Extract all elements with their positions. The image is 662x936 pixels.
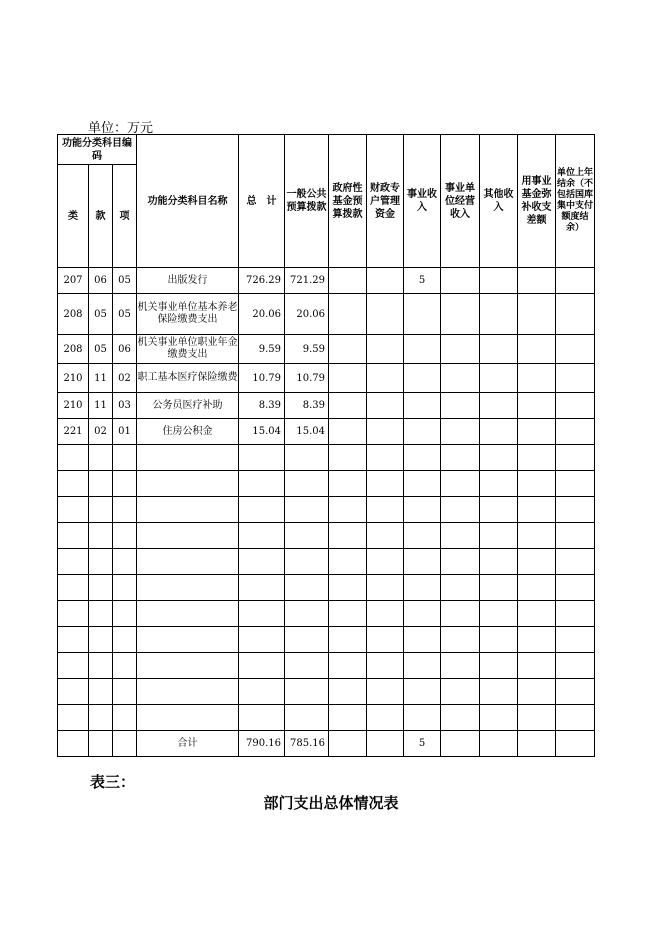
empty-cell bbox=[441, 679, 480, 705]
cell-lei: 207 bbox=[58, 268, 89, 294]
total-general: 785.16 bbox=[285, 731, 329, 757]
cell-other bbox=[480, 364, 518, 393]
empty-cell bbox=[285, 497, 329, 523]
empty-cell bbox=[113, 601, 137, 627]
cell-other bbox=[480, 335, 518, 364]
cell-fiscal bbox=[367, 335, 404, 364]
header-xiang: 项 bbox=[113, 165, 137, 268]
empty-cell bbox=[329, 575, 367, 601]
empty-cell bbox=[556, 601, 595, 627]
empty-cell bbox=[113, 627, 137, 653]
empty-cell bbox=[518, 601, 556, 627]
empty-cell bbox=[518, 575, 556, 601]
cell-other bbox=[480, 419, 518, 445]
empty-cell bbox=[480, 679, 518, 705]
empty-cell bbox=[113, 575, 137, 601]
empty-cell bbox=[113, 471, 137, 497]
cell-fiscal bbox=[367, 294, 404, 335]
empty-cell bbox=[367, 679, 404, 705]
empty-cell bbox=[58, 679, 89, 705]
cell-general: 15.04 bbox=[285, 419, 329, 445]
empty-row bbox=[58, 705, 595, 731]
empty-cell bbox=[89, 705, 113, 731]
empty-cell bbox=[239, 679, 285, 705]
empty-cell bbox=[285, 679, 329, 705]
empty-cell bbox=[518, 653, 556, 679]
empty-cell bbox=[367, 575, 404, 601]
header-carryover: 单位上年结余（不包括国库集中支付额度结余） bbox=[556, 135, 595, 268]
cell-fiscal bbox=[367, 268, 404, 294]
empty-cell bbox=[285, 601, 329, 627]
empty-cell bbox=[58, 523, 89, 549]
cell-xiang: 06 bbox=[113, 335, 137, 364]
empty-cell bbox=[480, 471, 518, 497]
total-row bbox=[58, 731, 595, 757]
empty-cell bbox=[89, 601, 113, 627]
empty-cell bbox=[285, 471, 329, 497]
empty-row bbox=[58, 679, 595, 705]
empty-cell bbox=[518, 445, 556, 471]
empty-cell bbox=[137, 471, 239, 497]
empty-row bbox=[58, 471, 595, 497]
cell-fiscal bbox=[367, 393, 404, 419]
empty-cell bbox=[404, 497, 441, 523]
empty-cell bbox=[89, 575, 113, 601]
empty-cell bbox=[137, 705, 239, 731]
empty-cell bbox=[518, 705, 556, 731]
cell-general: 8.39 bbox=[285, 393, 329, 419]
empty-cell bbox=[480, 575, 518, 601]
cell-fund bbox=[518, 294, 556, 335]
cell-operating bbox=[441, 419, 480, 445]
empty-cell bbox=[239, 471, 285, 497]
empty-cell bbox=[441, 523, 480, 549]
cell-operating bbox=[441, 393, 480, 419]
empty-cell bbox=[367, 601, 404, 627]
header-lei: 类 bbox=[58, 165, 89, 268]
empty-cell bbox=[329, 627, 367, 653]
cell-general: 721.29 bbox=[285, 268, 329, 294]
empty-cell bbox=[367, 731, 404, 757]
cell-fiscal bbox=[367, 364, 404, 393]
cell-operating bbox=[441, 335, 480, 364]
cell-other bbox=[480, 294, 518, 335]
empty-cell bbox=[239, 497, 285, 523]
empty-cell bbox=[113, 497, 137, 523]
empty-cell bbox=[367, 523, 404, 549]
empty-cell bbox=[137, 601, 239, 627]
empty-cell bbox=[113, 445, 137, 471]
empty-cell bbox=[480, 601, 518, 627]
empty-row bbox=[58, 523, 595, 549]
empty-cell bbox=[137, 627, 239, 653]
empty-cell bbox=[285, 627, 329, 653]
empty-cell bbox=[58, 497, 89, 523]
cell-gov_fund bbox=[329, 335, 367, 364]
empty-cell bbox=[367, 497, 404, 523]
empty-cell bbox=[239, 627, 285, 653]
header-operating-income: 事业单位经营收入 bbox=[441, 135, 480, 268]
cell-name: 机关事业单位职业年金缴费支出 bbox=[137, 335, 239, 364]
cell-name: 公务员医疗补助 bbox=[137, 393, 239, 419]
empty-cell bbox=[329, 523, 367, 549]
empty-cell bbox=[480, 497, 518, 523]
cell-name: 职工基本医疗保险缴费 bbox=[137, 364, 239, 393]
empty-cell bbox=[89, 471, 113, 497]
empty-cell bbox=[58, 445, 89, 471]
empty-cell bbox=[518, 627, 556, 653]
empty-cell bbox=[329, 471, 367, 497]
empty-cell bbox=[329, 497, 367, 523]
cell-lei: 208 bbox=[58, 335, 89, 364]
empty-cell bbox=[404, 523, 441, 549]
empty-cell bbox=[556, 679, 595, 705]
empty-cell bbox=[137, 445, 239, 471]
empty-row bbox=[58, 445, 595, 471]
cell-kuan: 05 bbox=[89, 335, 113, 364]
empty-cell bbox=[239, 575, 285, 601]
empty-cell bbox=[329, 601, 367, 627]
empty-cell bbox=[329, 705, 367, 731]
empty-cell bbox=[239, 653, 285, 679]
empty-cell bbox=[404, 653, 441, 679]
cell-total: 9.59 bbox=[239, 335, 285, 364]
cell-lei: 221 bbox=[58, 419, 89, 445]
table-row bbox=[58, 335, 595, 364]
cell-carry bbox=[556, 335, 595, 364]
cell-lei: 210 bbox=[58, 364, 89, 393]
total-name: 合计 bbox=[137, 731, 239, 757]
cell-gov_fund bbox=[329, 393, 367, 419]
cell-name: 出版发行 bbox=[137, 268, 239, 294]
table-row bbox=[58, 294, 595, 335]
empty-row bbox=[58, 627, 595, 653]
empty-cell bbox=[441, 471, 480, 497]
empty-cell bbox=[58, 575, 89, 601]
empty-cell bbox=[329, 653, 367, 679]
cell-xiang: 01 bbox=[113, 419, 137, 445]
empty-cell bbox=[441, 601, 480, 627]
cell-fiscal bbox=[367, 419, 404, 445]
cell-kuan: 11 bbox=[89, 364, 113, 393]
empty-cell bbox=[480, 653, 518, 679]
empty-cell bbox=[441, 705, 480, 731]
empty-cell bbox=[556, 549, 595, 575]
empty-cell bbox=[441, 731, 480, 757]
cell-carry bbox=[556, 294, 595, 335]
empty-cell bbox=[239, 549, 285, 575]
empty-cell bbox=[113, 679, 137, 705]
empty-cell bbox=[441, 627, 480, 653]
empty-cell bbox=[239, 523, 285, 549]
empty-cell bbox=[137, 523, 239, 549]
empty-cell bbox=[113, 653, 137, 679]
empty-cell bbox=[367, 705, 404, 731]
empty-row bbox=[58, 601, 595, 627]
empty-cell bbox=[285, 549, 329, 575]
empty-cell bbox=[137, 497, 239, 523]
unit-label: 单位：万元 bbox=[88, 121, 154, 136]
empty-cell bbox=[441, 549, 480, 575]
cell-business bbox=[404, 419, 441, 445]
empty-cell bbox=[285, 445, 329, 471]
cell-general: 20.06 bbox=[285, 294, 329, 335]
cell-business bbox=[404, 393, 441, 419]
cell-business: 5 bbox=[404, 268, 441, 294]
empty-cell bbox=[329, 549, 367, 575]
empty-cell bbox=[329, 731, 367, 757]
empty-cell bbox=[556, 523, 595, 549]
cell-fund bbox=[518, 364, 556, 393]
header-fund-makeup: 用事业基金弥补收支差额 bbox=[518, 135, 556, 268]
empty-cell bbox=[480, 523, 518, 549]
empty-cell bbox=[518, 549, 556, 575]
cell-carry bbox=[556, 393, 595, 419]
empty-cell bbox=[518, 731, 556, 757]
cell-name: 机关事业单位基本养老保险缴费支出 bbox=[137, 294, 239, 335]
empty-cell bbox=[113, 705, 137, 731]
cell-carry bbox=[556, 268, 595, 294]
empty-cell bbox=[367, 549, 404, 575]
empty-cell bbox=[441, 497, 480, 523]
cell-xiang: 05 bbox=[113, 294, 137, 335]
cell-general: 10.79 bbox=[285, 364, 329, 393]
cell-total: 726.29 bbox=[239, 268, 285, 294]
table-row bbox=[58, 393, 595, 419]
empty-cell bbox=[404, 705, 441, 731]
table3-title: 部门支出总体情况表 bbox=[263, 794, 399, 812]
cell-gov_fund bbox=[329, 294, 367, 335]
cell-total: 10.79 bbox=[239, 364, 285, 393]
cell-business bbox=[404, 364, 441, 393]
header-other-income: 其他收入 bbox=[480, 135, 518, 268]
empty-cell bbox=[441, 445, 480, 471]
empty-cell bbox=[480, 445, 518, 471]
cell-kuan: 02 bbox=[89, 419, 113, 445]
empty-cell bbox=[58, 601, 89, 627]
empty-cell bbox=[113, 523, 137, 549]
cell-other bbox=[480, 268, 518, 294]
header-func-code: 功能分类科目编码 bbox=[58, 135, 137, 165]
budget-table bbox=[57, 134, 595, 757]
empty-cell bbox=[58, 731, 89, 757]
empty-cell bbox=[367, 627, 404, 653]
empty-cell bbox=[285, 705, 329, 731]
empty-cell bbox=[58, 549, 89, 575]
cell-lei: 210 bbox=[58, 393, 89, 419]
header-func-name: 功能分类科目名称 bbox=[137, 135, 239, 268]
cell-operating bbox=[441, 294, 480, 335]
empty-row bbox=[58, 549, 595, 575]
cell-xiang: 03 bbox=[113, 393, 137, 419]
empty-cell bbox=[404, 445, 441, 471]
cell-kuan: 05 bbox=[89, 294, 113, 335]
empty-cell bbox=[518, 523, 556, 549]
cell-carry bbox=[556, 419, 595, 445]
empty-cell bbox=[367, 445, 404, 471]
header-general-budget: 一般公共预算拨款 bbox=[285, 135, 329, 268]
empty-cell bbox=[89, 497, 113, 523]
cell-total: 15.04 bbox=[239, 419, 285, 445]
cell-xiang: 05 bbox=[113, 268, 137, 294]
cell-gov_fund bbox=[329, 268, 367, 294]
empty-cell bbox=[404, 471, 441, 497]
empty-row bbox=[58, 497, 595, 523]
header-total: 总 计 bbox=[239, 135, 285, 268]
empty-cell bbox=[556, 627, 595, 653]
empty-cell bbox=[58, 705, 89, 731]
empty-cell bbox=[89, 679, 113, 705]
table-row bbox=[58, 268, 595, 294]
cell-lei: 208 bbox=[58, 294, 89, 335]
cell-carry bbox=[556, 364, 595, 393]
cell-business bbox=[404, 335, 441, 364]
empty-cell bbox=[89, 549, 113, 575]
empty-cell bbox=[137, 575, 239, 601]
empty-cell bbox=[89, 731, 113, 757]
empty-cell bbox=[480, 731, 518, 757]
cell-gov_fund bbox=[329, 419, 367, 445]
cell-kuan: 06 bbox=[89, 268, 113, 294]
header-fiscal-special: 财政专户管理资金 bbox=[367, 135, 404, 268]
cell-fund bbox=[518, 268, 556, 294]
empty-row bbox=[58, 575, 595, 601]
empty-cell bbox=[285, 523, 329, 549]
total-business: 5 bbox=[404, 731, 441, 757]
empty-cell bbox=[137, 653, 239, 679]
empty-cell bbox=[239, 445, 285, 471]
empty-cell bbox=[329, 445, 367, 471]
table-row bbox=[58, 419, 595, 445]
cell-other bbox=[480, 393, 518, 419]
empty-cell bbox=[285, 653, 329, 679]
cell-business bbox=[404, 294, 441, 335]
empty-cell bbox=[89, 627, 113, 653]
empty-cell bbox=[404, 601, 441, 627]
cell-operating bbox=[441, 268, 480, 294]
empty-cell bbox=[480, 705, 518, 731]
cell-fund bbox=[518, 419, 556, 445]
cell-xiang: 02 bbox=[113, 364, 137, 393]
total-total: 790.16 bbox=[239, 731, 285, 757]
empty-cell bbox=[556, 731, 595, 757]
empty-cell bbox=[89, 523, 113, 549]
empty-cell bbox=[480, 549, 518, 575]
empty-cell bbox=[556, 445, 595, 471]
table3-label: 表三： bbox=[90, 773, 136, 791]
empty-cell bbox=[239, 705, 285, 731]
empty-row bbox=[58, 653, 595, 679]
cell-total: 8.39 bbox=[239, 393, 285, 419]
empty-cell bbox=[404, 575, 441, 601]
cell-total: 20.06 bbox=[239, 294, 285, 335]
empty-cell bbox=[404, 549, 441, 575]
cell-gov_fund bbox=[329, 364, 367, 393]
empty-cell bbox=[441, 653, 480, 679]
empty-cell bbox=[239, 601, 285, 627]
empty-cell bbox=[556, 575, 595, 601]
empty-cell bbox=[518, 679, 556, 705]
empty-cell bbox=[58, 471, 89, 497]
empty-cell bbox=[137, 679, 239, 705]
empty-cell bbox=[556, 497, 595, 523]
empty-cell bbox=[329, 679, 367, 705]
empty-cell bbox=[556, 705, 595, 731]
empty-cell bbox=[518, 471, 556, 497]
empty-cell bbox=[404, 679, 441, 705]
empty-cell bbox=[113, 731, 137, 757]
empty-cell bbox=[58, 653, 89, 679]
empty-cell bbox=[556, 471, 595, 497]
empty-cell bbox=[441, 575, 480, 601]
empty-cell bbox=[113, 549, 137, 575]
cell-kuan: 11 bbox=[89, 393, 113, 419]
empty-cell bbox=[285, 575, 329, 601]
table-row bbox=[58, 364, 595, 393]
empty-cell bbox=[89, 653, 113, 679]
cell-operating bbox=[441, 364, 480, 393]
cell-general: 9.59 bbox=[285, 335, 329, 364]
empty-cell bbox=[137, 549, 239, 575]
cell-name: 住房公积金 bbox=[137, 419, 239, 445]
empty-cell bbox=[89, 445, 113, 471]
empty-cell bbox=[404, 627, 441, 653]
header-business-income: 事业收入 bbox=[404, 135, 441, 268]
cell-fund bbox=[518, 393, 556, 419]
header-kuan: 款 bbox=[89, 165, 113, 268]
empty-cell bbox=[58, 627, 89, 653]
header-gov-fund: 政府性基金预算拨款 bbox=[329, 135, 367, 268]
empty-cell bbox=[556, 653, 595, 679]
empty-cell bbox=[518, 497, 556, 523]
cell-fund bbox=[518, 335, 556, 364]
empty-cell bbox=[480, 627, 518, 653]
empty-cell bbox=[367, 653, 404, 679]
empty-cell bbox=[367, 471, 404, 497]
